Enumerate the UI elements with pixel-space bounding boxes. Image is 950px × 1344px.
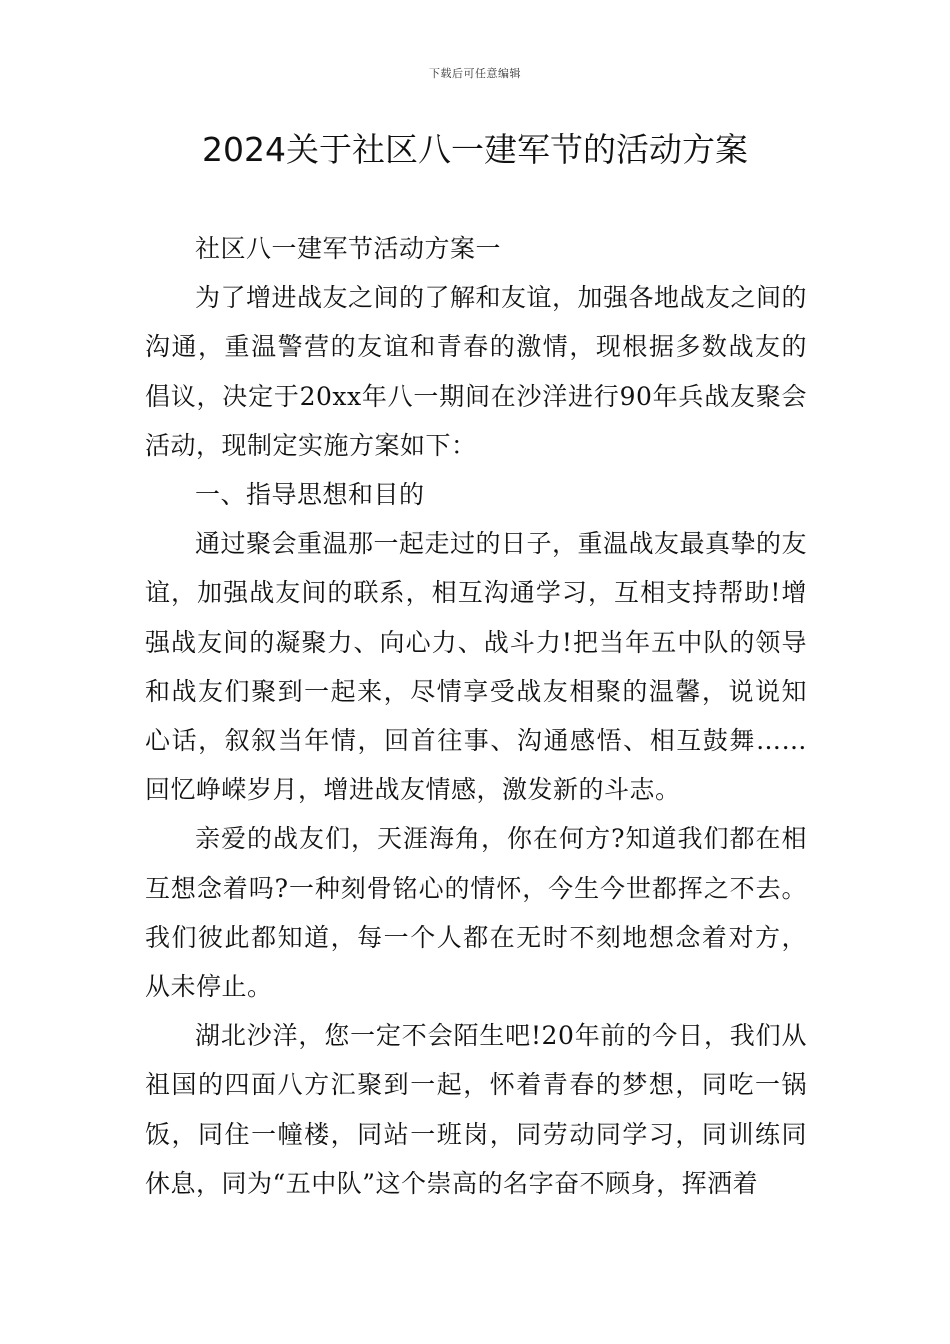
download-note: 下载后可任意编辑 [429,67,521,80]
paragraph-comrades: 亲爱的战友们，天涯海角，你在何方?知道我们都在相互想念着吗?一种刻骨铭心的情怀，今生今世都挥之不去。我们彼此都知道，每一个人都在无时不刻地想念着对方，从未停止。 [145,824,807,1002]
document-title: 2024关于社区八一建军节的活动方案 [202,130,748,169]
document-body [145,224,807,1208]
paragraph-shayang: 湖北沙洋，您一定不会陌生吧!20年前的今日，我们从祖国的四面八方汇聚到一起，怀着青春的梦想，同吃一锅饭，同住一幢楼，同站一班岗，同劳动同学习，同训练同休息，同为“五中队”这个崇高的名字奋不顾身，挥洒着 [145,1021,807,1198]
paragraph-purpose: 通过聚会重温那一起走过的日子，重温战友最真挚的友谊，加强战友间的联系，相互沟通学习，互相支持帮助!增强战友间的凝聚力、向心力、战斗力!把当年五中队的领导和战友们聚到一起来，尽情享受战友相聚的温馨，说说知心话，叙叙当年情，回首往事、沟通感悟、相互鼓舞……回忆峥嵘岁月，增进战友情感，激发新的斗志。 [145,529,808,805]
section-heading-guiding-thought: 一、指导思想和目的 [195,480,425,510]
section-heading-plan-one: 社区八一建军节活动方案一 [195,234,502,263]
paragraph-intro: 为了增进战友之间的了解和友谊，加强各地战友之间的沟通，重温警营的友谊和青春的激情，现根据多数战友的倡议，决定于20xx年八一期间在沙洋进行90年兵战友聚会活动，现制定实施方案如下： [145,283,808,460]
